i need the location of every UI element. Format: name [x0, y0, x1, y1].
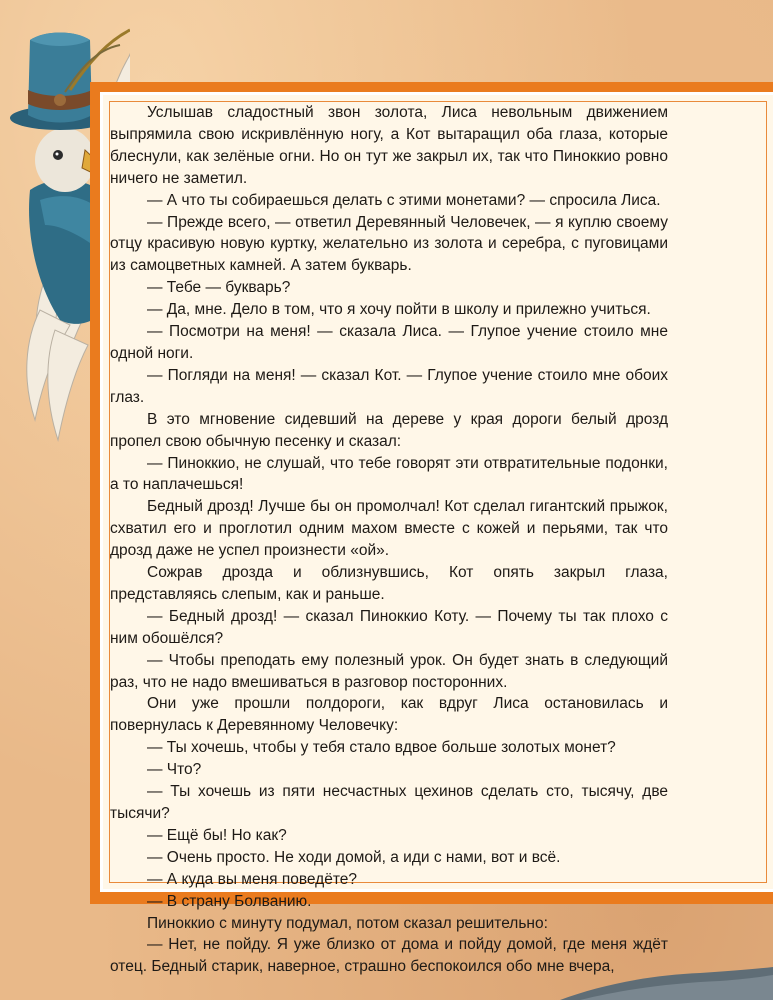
paragraph: В это мгновение сидевший на дереве у края дороги белый дрозд пропел свою обычную песенку и сказал: — [110, 410, 668, 450]
paragraph: — А куда вы меня поведёте? — [147, 870, 358, 888]
paragraph: — Тебе — букварь? — [147, 279, 291, 297]
paragraph: Они уже прошли полдороги, как вдруг Лиса остановилась и повернулась к Деревянному Человечку: — [110, 695, 668, 735]
paragraph: — Ты хочешь, чтобы у тебя стало вдвое больше золотых монет? — [147, 739, 616, 757]
story-text — [110, 102, 668, 978]
paragraph: — Пиноккио, не слушай, что тебе говорят эти отвратительные подонки, а то наплачешься! — [110, 454, 668, 494]
paragraph: — Бедный дрозд! — сказал Пиноккио Коту. — Почему ты так плохо с ним обошёлся? — [110, 607, 668, 647]
paragraph: — Посмотри на меня! — сказала Лиса. — Глупое учение стоило мне одной ноги. — [110, 323, 668, 362]
paragraph: — Прежде всего, — ответил Деревянный Человечек, — я куплю своему отцу красивую новую куртку, желательно из золота и серебра, с пуговицами из самоцветных камней. А затем букварь. — [110, 213, 668, 275]
paragraph: — Очень просто. Не ходи домой, а иди с нами, вот и всё. — [147, 848, 561, 866]
paragraph: Услышав сладостный звон золота, Лиса невольным движением выпрямила свою искривлённую ногу, а Кот вытаращил оба глаза, которые блеснули, как зелёные огни. Но он тут же закрыл их, так что Пиноккио ровно ничего не заметил. — [110, 104, 668, 187]
paragraph: — А что ты собираешься делать с этими монетами? — спросила Лиса. — [147, 191, 661, 209]
paragraph: — Да, мне. Дело в том, что я хочу пойти в школу и прилежно учиться. — [147, 301, 651, 319]
paragraph: — В страну Болванию. — [147, 892, 312, 910]
paragraph: — Нет, не пойду. Я уже близко от дома и пойду домой, где меня ждёт отец. Бедный старик, наверное, страшно беспокоился обо мне вчера, — [110, 936, 668, 976]
paragraph: Бедный дрозд! Лучше бы он промолчал! Кот сделал гигантский прыжок, схватил его и проглотил одним махом вместе с кожей и перьями, так что дрозд даже не успел произнести «ой». — [110, 498, 668, 560]
paragraph: — Что? — [147, 761, 202, 779]
paragraph: Пиноккио с минуту подумал, потом сказал решительно: — [147, 914, 548, 932]
paragraph: Сожрав дрозда и облизнувшись, Кот опять закрыл глаза, представляясь слепым, как и раньше. — [110, 564, 668, 603]
paragraph: — Чтобы преподать ему полезный урок. Он будет знать в следующий раз, что не надо вмешиваться в разговор посторонних. — [110, 651, 668, 691]
paragraph: — Ты хочешь из пяти несчастных цехинов сделать сто, тысячу, две тысячи? — [110, 783, 668, 822]
paragraph: — Погляди на меня! — сказал Кот. — Глупое учение стоило мне обоих глаз. — [110, 366, 668, 406]
paragraph: — Ещё бы! Но как? — [147, 826, 287, 844]
